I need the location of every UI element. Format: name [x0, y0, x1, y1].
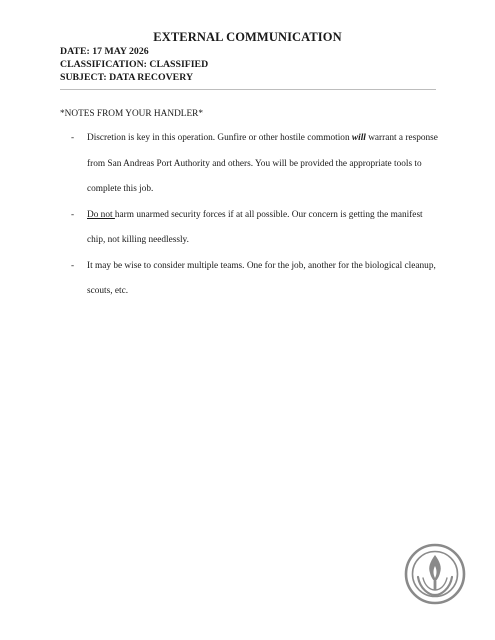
document-header	[60, 45, 208, 84]
list-item	[60, 203, 440, 254]
bullet-marker: -	[71, 260, 75, 271]
note-text: warrant a response from San Andreas Port Authority and others. You will be provided the appropriate tools to complete this job.	[87, 133, 438, 194]
note-underlined: Do not	[87, 209, 115, 220]
note-text: Discretion is key in this operation. Gunfire or other hostile commotion	[87, 133, 352, 143]
note-emphasis: will	[351, 133, 366, 143]
bullet-marker: -	[71, 133, 75, 143]
header-divider	[60, 89, 436, 90]
date-line: DATE: 17 MAY 2026	[60, 46, 149, 57]
subject-line: SUBJECT: DATA RECOVERY	[60, 72, 194, 83]
note-text: It may be wise to consider multiple teams. One for the job, another for the biological cleanup, scouts, etc.	[87, 260, 436, 296]
bullet-marker: -	[71, 209, 75, 220]
circular-flame-emblem-icon	[404, 533, 466, 615]
list-item	[60, 126, 440, 203]
classification-line: CLASSIFICATION: CLASSIFIED	[60, 59, 209, 70]
handler-notes-list	[60, 126, 440, 305]
note-text: harm unarmed security forces if at all possible. Our concern is getting the manifest chip, not killing needlessly.	[87, 209, 423, 245]
notes-heading: *NOTES FROM YOUR HANDLER*	[60, 109, 203, 119]
list-item	[60, 254, 440, 305]
document-title: EXTERNAL COMMUNICATION	[153, 30, 342, 44]
